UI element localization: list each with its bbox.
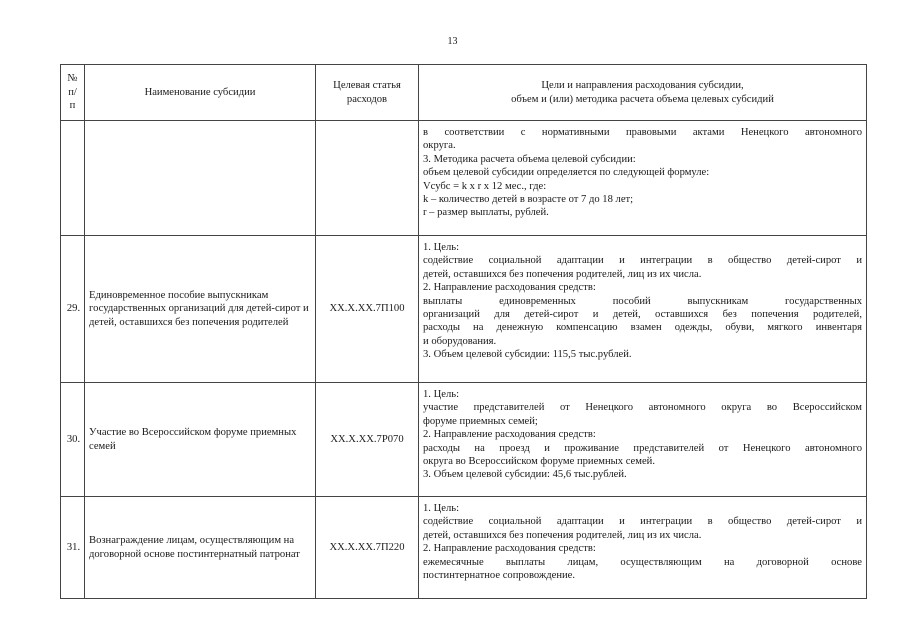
desc-line: детей, оставшихся без попечения родителей, лиц из их числа. [423,529,702,541]
desc-line: ежемесячные выплаты лицам, осуществляющим на договорной основе [423,556,862,568]
desc-line: 1. Цель: [423,242,460,253]
header-goals-line-1: Цели и направления расходования субсидии, [541,80,744,92]
desc-line: объем целевой субсидии определяется по следующей формуле: [423,167,710,179]
desc-line: 3. Объем целевой субсидии: 115,5 тыс.рублей. [423,349,632,361]
row-subsidy-name: Участие во Всероссийском форуме приемных семей [85,383,316,497]
row-subsidy-name: Единовременное пособие выпускникам государственных организаций для детей-сирот и детей, оставшихся без попечения родителей [85,236,316,383]
row-target-article: XX.X.XX.7П220 [316,497,419,599]
row-description [419,497,867,599]
subsidy-table [60,64,867,599]
row-target-article [316,121,419,236]
desc-line: содействие социальной адаптации и интеграции в общество детей-сирот и [423,516,862,528]
row-description [419,383,867,497]
row-subsidy-name: Вознаграждение лицам, осуществляющим на договорной основе постинтернатный патронат [85,497,316,599]
desc-line: содействие социальной адаптации и интеграции в общество детей-сирот и [423,255,862,267]
desc-line: расходы на проезд и проживание представителей от Ненецкого автономного [423,442,862,454]
desc-line: округа. [423,140,456,152]
row-number: 29. [61,236,85,383]
desc-line: в соответствии с нормативными правовыми актами Ненецкого автономного [423,127,862,138]
desc-line: 2. Направление расходования средств: [423,429,596,441]
desc-line: выплаты единовременных пособий выпускникам государственных [423,295,862,307]
desc-line: 3. Объем целевой субсидии: 45,6 тыс.рублей. [423,469,627,481]
header-target-article: Целевая статья расходов [316,65,419,121]
row-number: 31. [61,497,85,599]
header-goals-line-2: объем и (или) методика расчета объема целевых субсидий [511,93,774,105]
desc-line: постинтернатное сопровождение. [423,570,576,582]
desc-line: k – количество детей в возрасте от 7 до 18 лет; [423,194,634,206]
desc-line: детей, оставшихся без попечения родителей, лиц из их числа. [423,268,702,280]
row-number [61,121,85,236]
desc-line: организаций для детей-сирот и детей, оставшихся без попечения родителей, [423,309,862,321]
desc-line: расходы на денежную компенсацию взамен одежды, обуви, мягкого инвентаря [423,322,862,334]
desc-line: 2. Направление расходования средств: [423,282,596,294]
desc-line: участие представителей от Ненецкого автономного округа во Всероссийском [423,402,862,414]
row-target-article: XX.X.XX.7Р070 [316,383,419,497]
row-number: 30. [61,383,85,497]
row-subsidy-name [85,121,316,236]
row-description [419,121,867,236]
row-target-article: XX.X.XX.7П100 [316,236,419,383]
desc-line: 1. Цель: [423,389,460,400]
desc-line: 3. Методика расчета объема целевой субсидии: [423,153,636,165]
table-row [61,383,867,497]
table-row [61,236,867,383]
header-subsidy-name: Наименование субсидии [85,65,316,121]
desc-line: r – размер выплаты, рублей. [423,207,549,219]
desc-line: 1. Цель: [423,503,460,514]
table-row [61,121,867,236]
desc-line: 2. Направление расходования средств: [423,543,596,555]
desc-line: Vсубс = k x r x 12 мес., где: [423,180,547,192]
table-row [61,497,867,599]
desc-line: округа во Всероссийском форуме приемных семей. [423,456,655,468]
table-header-row [61,65,867,121]
desc-line: и оборудования. [423,335,497,347]
page-number: 13 [447,36,458,47]
desc-line: форуме приемных семей; [423,415,538,427]
header-goals [419,65,867,121]
row-description [419,236,867,383]
header-number: № п/ п [61,65,85,121]
